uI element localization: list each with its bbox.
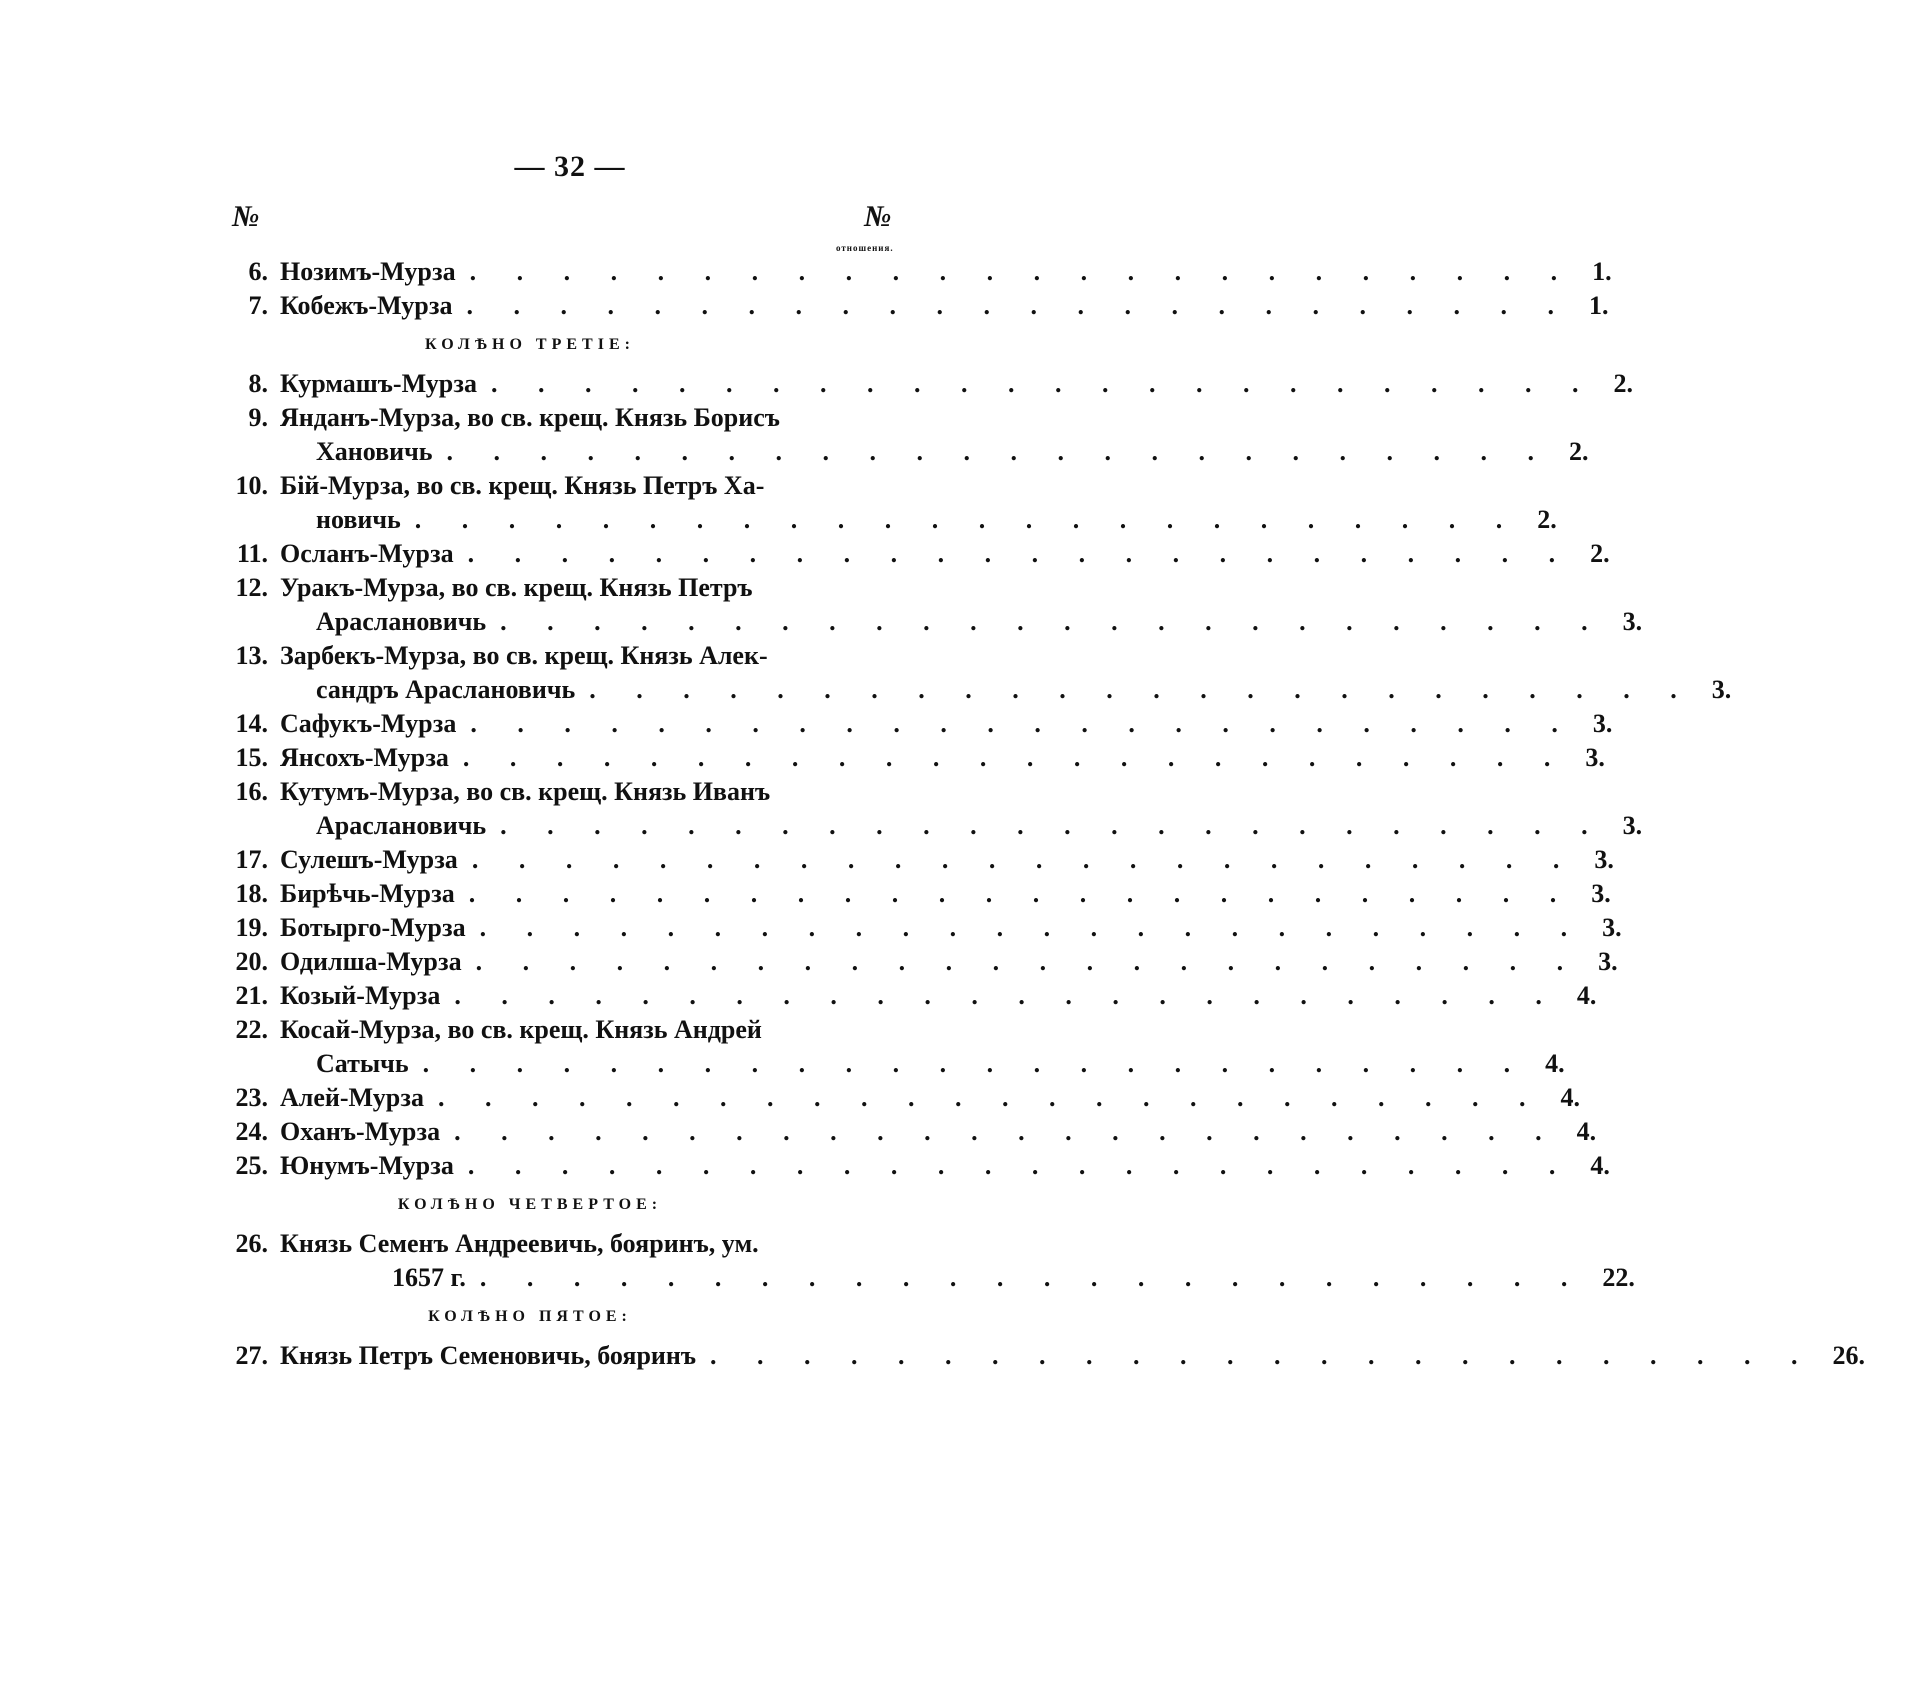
dot-leader: . . . . . . . . . . . . . . . . . . . . . . . . — [469, 257, 1575, 286]
genealogy-entry — [200, 469, 920, 503]
entry-name: Осланъ-Мурза — [280, 539, 454, 568]
entry-number: 21. — [235, 981, 268, 1010]
entry-name: Оханъ-Мурза — [280, 1117, 441, 1146]
dot-leader: . . . . . . . . . . . . . . . . . . . . . . . . — [414, 505, 1520, 534]
genealogy-entry — [200, 1227, 920, 1261]
entry-name: Косай-Мурза, во св. крещ. Князь Андрей — [280, 1015, 762, 1044]
entry-name: Одилша-Мурза — [280, 947, 462, 976]
entry-name: Бирѣчь-Мурза — [280, 879, 455, 908]
entry-name: Хановичь — [316, 437, 433, 466]
parent-reference: 3. — [1585, 743, 1605, 772]
entry-number: 19. — [235, 913, 268, 942]
reference-column-header: № — [864, 200, 892, 233]
entry-continuation — [200, 435, 1589, 469]
entry-name: Алей-Мурза — [280, 1083, 424, 1112]
dot-leader: . . . . . . . . . . . . . . . . . . . . . . . . — [437, 1083, 1543, 1112]
entry-number: 11. — [236, 539, 268, 568]
entry-name: Кобежъ-Мурза — [280, 291, 453, 320]
entry-name: Зарбекъ-Мурза, во св. крещ. Князь Алек- — [280, 641, 768, 670]
entry-name: Козый-Мурза — [280, 981, 441, 1010]
dot-leader: . . . . . . . . . . . . . . . . . . . . . . . . — [500, 811, 1605, 840]
genealogy-entry — [200, 945, 1618, 979]
reference-column-caption: отношения. — [836, 243, 894, 253]
entry-name: новичь — [316, 505, 401, 534]
genealogy-list — [200, 255, 1866, 1373]
genealogy-entry — [200, 741, 1605, 775]
dot-leader: . . . . . . . . . . . . . . . . . . . . . . . . — [454, 981, 1559, 1010]
dot-leader: . . . . . . . . . . . . . . . . . . . . . . . . — [470, 709, 1575, 738]
entry-continuation — [200, 605, 1643, 639]
entry-number: 6. — [248, 257, 268, 286]
genealogy-entry — [200, 911, 1622, 945]
genealogy-entry — [200, 775, 920, 809]
entry-number: 7. — [248, 291, 268, 320]
genealogy-entry — [200, 401, 920, 435]
genealogy-entry — [200, 1013, 920, 1047]
genealogy-entry — [200, 1339, 1866, 1373]
genealogy-entry — [200, 255, 1612, 289]
generation-heading: КОЛѢНО ТРЕТІЕ: — [425, 336, 635, 353]
entry-number: 15. — [235, 743, 268, 772]
entry-name: сандръ Араслановичь — [316, 675, 576, 704]
parent-reference: 4. — [1576, 1117, 1597, 1146]
entry-name: Курмашъ-Мурза — [280, 369, 477, 398]
entry-continuation — [200, 1047, 1565, 1081]
entry-name: Бій-Мурза, во св. крещ. Князь Петръ Ха- — [280, 471, 765, 500]
parent-reference: 4. — [1545, 1049, 1565, 1078]
genealogy-entry — [200, 979, 1597, 1013]
genealogy-entry — [200, 1081, 1580, 1115]
dot-leader: . . . . . . . . . . . . . . . . . . . . . . . . — [479, 913, 1585, 942]
entry-name: Нозимъ-Мурза — [280, 257, 456, 286]
entry-name: Сафукъ-Мурза — [280, 709, 457, 738]
dot-leader: . . . . . . . . . . . . . . . . . . . . . . . . — [479, 1263, 1585, 1292]
entry-name: Уракъ-Мурза, во св. крещ. Князь Петръ — [280, 573, 753, 602]
dot-leader: . . . . . . . . . . . . . . . . . . . . . . . . — [454, 1117, 1559, 1146]
parent-reference: 4. — [1560, 1083, 1580, 1112]
entry-name: Араслановичь — [316, 607, 487, 636]
entry-number: 17. — [235, 845, 268, 874]
entry-number: 18. — [235, 879, 268, 908]
entry-number: 25. — [235, 1151, 268, 1180]
parent-reference: 3. — [1711, 675, 1732, 704]
genealogy-entry — [200, 537, 1610, 571]
genealogy-entry — [200, 1115, 1597, 1149]
entry-number: 27. — [235, 1341, 268, 1370]
entry-number: 23. — [235, 1083, 268, 1112]
genealogy-entry — [200, 1149, 1610, 1183]
entry-number: 20. — [235, 947, 268, 976]
entry-name: Сатычь — [316, 1049, 409, 1078]
entry-number: 26. — [235, 1229, 268, 1258]
parent-reference: 3. — [1594, 845, 1614, 874]
entry-continuation — [200, 1261, 1635, 1295]
entry-name: Юнумъ-Мурза — [280, 1151, 454, 1180]
parent-reference: 1. — [1589, 291, 1609, 320]
parent-reference: 3. — [1592, 709, 1613, 738]
dot-leader: . . . . . . . . . . . . . . . . . . . . . . . . — [500, 607, 1605, 636]
parent-reference: 3. — [1591, 879, 1611, 908]
entry-number: 22. — [235, 1015, 268, 1044]
parent-reference: 4. — [1590, 1151, 1610, 1180]
entry-name: 1657 г. — [392, 1263, 466, 1292]
parent-reference: 22. — [1602, 1263, 1635, 1292]
dot-leader: . . . . . . . . . . . . . . . . . . . . . . . . — [467, 1151, 1573, 1180]
parent-reference: 2. — [1537, 505, 1557, 534]
dot-leader: . . . . . . . . . . . . . . . . . . . . . . . . — [466, 291, 1572, 320]
entry-number: 16. — [235, 777, 268, 806]
parent-reference: 1. — [1592, 257, 1612, 286]
genealogy-entry — [200, 367, 1633, 401]
parent-reference: 3. — [1622, 607, 1643, 636]
parent-reference: 2. — [1590, 539, 1610, 568]
generation-heading: КОЛѢНО ЧЕТВЕРТОЕ: — [397, 1196, 663, 1213]
genealogy-entry — [200, 877, 1611, 911]
entry-continuation — [200, 673, 1732, 707]
genealogy-entry — [200, 571, 920, 605]
parent-reference: 4. — [1576, 981, 1597, 1010]
number-column-header: № — [232, 200, 260, 233]
entry-number: 12. — [235, 573, 268, 602]
entry-name: Кутумъ-Мурза, во св. крещ. Князь Иванъ — [280, 777, 771, 806]
entry-number: 14. — [235, 709, 268, 738]
parent-reference: 3. — [1598, 947, 1618, 976]
entry-name: Янданъ-Мурза, во св. крещ. Князь Борисъ — [280, 403, 780, 432]
entry-number: 8. — [248, 369, 268, 398]
genealogy-entry — [200, 843, 1614, 877]
dot-leader: . . . . . . . . . . . . . . . . . . . . . . . . — [468, 879, 1574, 908]
dot-leader: . . . . . . . . . . . . . . . . . . . . . . . . — [422, 1049, 1528, 1078]
entry-name: Ботырго-Мурза — [280, 913, 466, 942]
dot-leader: . . . . . . . . . . . . . . . . . . . . . . . . — [491, 369, 1596, 398]
entry-name: Сулешъ-Мурза — [280, 845, 458, 874]
dot-leader: . . . . . . . . . . . . . . . . . . . . . . . . — [589, 675, 1694, 704]
entry-number: 9. — [248, 403, 268, 432]
entry-number: 13. — [235, 641, 268, 670]
entry-name: Князь Семенъ Андреевичь, бояринъ, ум. — [280, 1229, 759, 1258]
dot-leader: . . . . . . . . . . . . . . . . . . . . . . . . — [446, 437, 1552, 466]
parent-reference: 2. — [1569, 437, 1589, 466]
parent-reference: 26. — [1832, 1341, 1866, 1370]
entry-number: 24. — [235, 1117, 268, 1146]
entry-continuation — [200, 503, 1557, 537]
dot-leader: . . . . . . . . . . . . . . . . . . . . . . . . — [467, 539, 1573, 568]
dot-leader: . . . . . . . . . . . . . . . . . . . . . . . . — [471, 845, 1577, 874]
parent-reference: 3. — [1602, 913, 1622, 942]
page-number: — 32 — — [514, 150, 626, 183]
entry-number: 10. — [235, 471, 268, 500]
dot-leader: . . . . . . . . . . . . . . . . . . . . . . . . — [462, 743, 1568, 772]
parent-reference: 2. — [1613, 369, 1633, 398]
entry-name: Янсохъ-Мурза — [280, 743, 449, 772]
entry-name: Князь Петръ Семеновичь, бояринъ — [280, 1341, 697, 1370]
generation-heading: КОЛѢНО ПЯТОЕ: — [428, 1308, 632, 1325]
genealogy-entry — [200, 707, 1613, 741]
entry-continuation — [200, 809, 1643, 843]
genealogy-entry — [200, 639, 920, 673]
genealogy-entry — [200, 289, 1609, 323]
entry-name: Араслановичь — [316, 811, 487, 840]
dot-leader: . . . . . . . . . . . . . . . . . . . . . . . . — [475, 947, 1581, 976]
parent-reference: 3. — [1622, 811, 1643, 840]
dot-leader: . . . . . . . . . . . . . . . . . . . . . . . . — [710, 1341, 1815, 1370]
